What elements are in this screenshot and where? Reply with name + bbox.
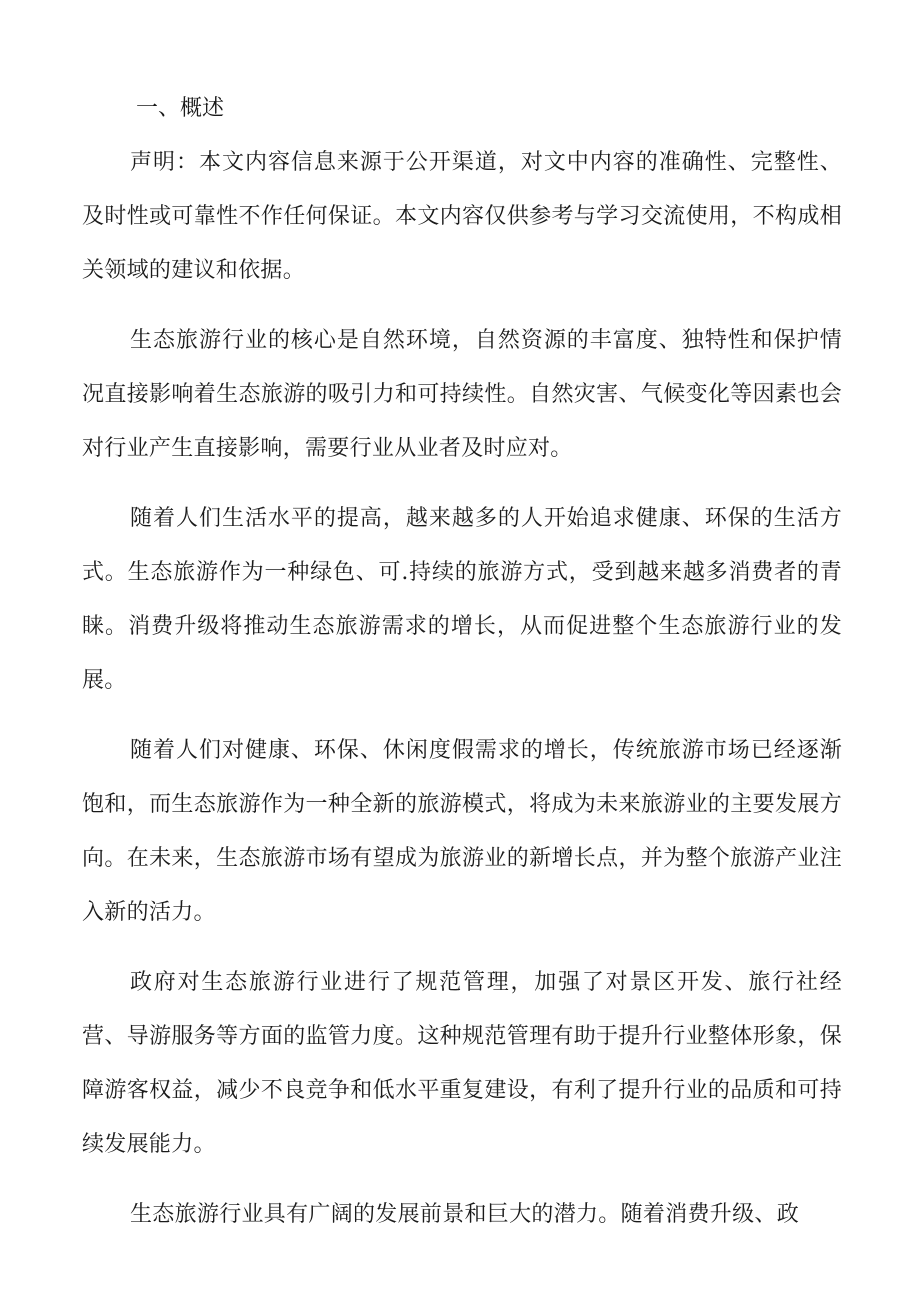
paragraph-consumption-upgrade: 随着人们生活水平的提高，越来越多的人开始追求健康、环保的生活方式。生态旅游作为一种绿色、可.持续的旅游方式，受到越来越多消费者的青睐。消费升级将推动生态旅游需求的增长，从而促进整个生态旅游行业的发展。: [82, 506, 842, 693]
paragraph-disclaimer: 声明：本文内容信息来源于公开渠道，对文中内容的准确性、完整性、及时性或可靠性不作任何保证。本文内容仅供参考与学习交流使用，不构成相关领域的建议和依据。: [82, 150, 842, 283]
paragraph-prospects: 生态旅游行业具有广阔的发展前景和巨大的潜力。随着消费升级、政: [130, 1202, 800, 1227]
paragraph-government-regulation: 政府对生态旅游行业进行了规范管理，加强了对景区开发、旅行社经营、导游服务等方面的监管力度。这种规范管理有助于提升行业整体形象，保障游客权益，减少不良竞争和低水平重复建设，有利了提升行业的品质和可持续发展能力。: [82, 970, 842, 1157]
section-heading: 一、概述: [136, 96, 225, 121]
document-body: [82, 136, 842, 1258]
paragraph-market-direction: 随着人们对健康、环保、休闲度假需求的增长，传统旅游市场已经逐渐饱和，而生态旅游作为一种全新的旅游模式，将成为未来旅游业的主要发展方向。在未来，生态旅游市场有望成为旅游业的新增长点，并为整个旅游产业注入新的活力。: [82, 738, 842, 925]
paragraph-core-environment: 生态旅游行业的核心是自然环境，自然资源的丰富度、独特性和保护情况直接影响着生态旅游的吸引力和可持续性。自然灾害、气候变化等因素也会对行业产生直接影响，需要行业从业者及时应对。: [82, 328, 842, 461]
